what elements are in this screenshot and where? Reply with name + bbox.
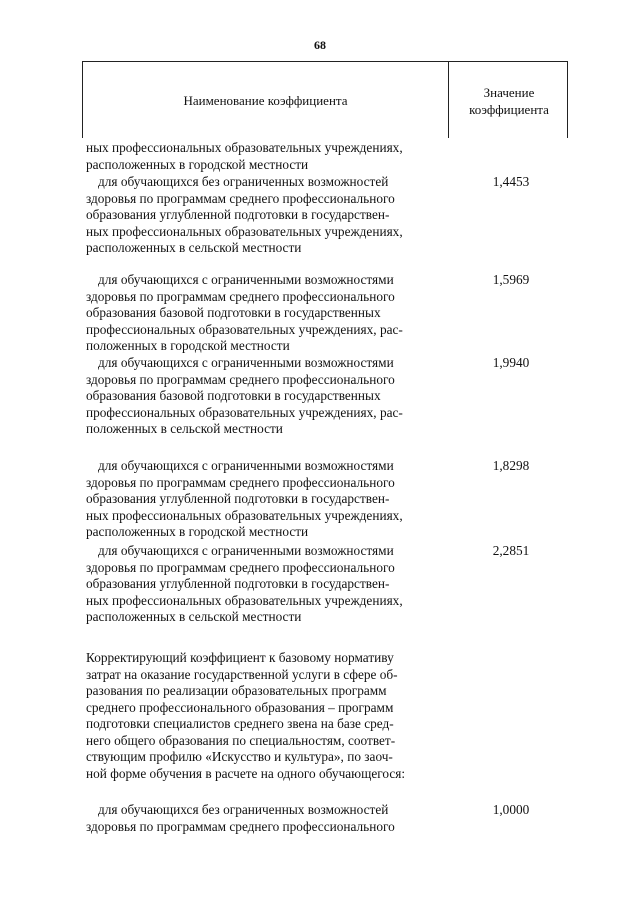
header-coefficient-name: Наименование коэффициента [183, 92, 348, 108]
section-heading-text: Корректирующий коэффициент к базовому нормативу затрат на оказание государственной услуги в сфере об- разования по реализации образовательных программ среднего профессионального образования – программ подготовки специалистов среднего звена на базе сред- него общего образования по специальностям, соответ- ствующим профилю «Искусство и культура», по заоч- ной форме обучения в расчете на одного обучающегося: [86, 650, 406, 781]
row-text: для обучающихся с ограниченными возможностями здоровья по программам среднего профессионального образования углубленной подготовки в государствен- ных профессиональных образовательных учреждениях, расположенных в городской местности [86, 458, 403, 539]
row-value: 1,9940 [492, 355, 530, 370]
row-value: 1,8298 [492, 458, 530, 473]
row-text: ных профессиональных образовательных учреждениях, расположенных в городской местности [86, 140, 403, 172]
header-coefficient-value: Значение коэффициента [469, 84, 549, 117]
row-text: для обучающихся с ограниченными возможностями здоровья по программам среднего профессионального образования базовой подготовки в государственных профессиональных образовательных учреждениях, рас- положенных в сельской местности [86, 355, 403, 436]
row-value: 1,0000 [492, 802, 530, 817]
page-number: 68 [314, 38, 326, 52]
row-text: для обучающихся с ограниченными возможностями здоровья по программам среднего профессионального образования базовой подготовки в государственных профессиональных образовательных учреждениях, рас- положенных в городской местности [86, 272, 403, 353]
row-value: 2,2851 [492, 543, 530, 558]
row-value: 1,5969 [492, 272, 530, 287]
row-text: для обучающихся с ограниченными возможностями здоровья по программам среднего профессионального образования углубленной подготовки в государствен- ных профессиональных образовательных учреждениях, расположенных в сельской местности [86, 543, 403, 624]
row-text: для обучающихся без ограниченных возможностей здоровья по программам среднего профессионального образования углубленной подготовки в государствен- ных профессиональных образовательных учреждениях, расположенных в сельской местности [86, 174, 403, 255]
row-value: 1,4453 [492, 174, 530, 189]
table-header [82, 61, 568, 138]
row-text: для обучающихся без ограниченных возможностей здоровья по программам среднего профессионального [86, 802, 395, 834]
